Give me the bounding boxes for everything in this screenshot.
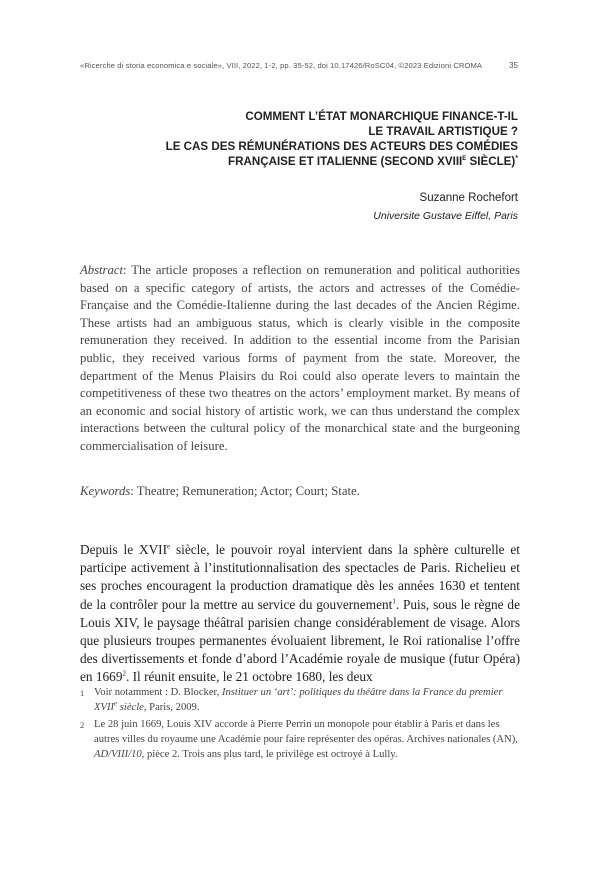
footnote-2-text: [94, 718, 520, 762]
running-head: «Ricerche di storia economica e sociale», VIII, 2022, 1-2, pp. 35-52, doi 10.17426/RoSC04, ©2023 Edizioni CROMA: [80, 61, 483, 70]
century-superscript: e: [167, 542, 171, 551]
footnote-1: [80, 686, 520, 716]
keywords-label: Keywords: [80, 484, 131, 498]
footnote-ref-1[interactable]: 1: [392, 597, 396, 606]
keywords: [80, 483, 520, 500]
footnote-2-archive-ref: AD/VIII/10: [94, 748, 142, 760]
footnote-1-book-title: Instituer un ‘art’: politiques du théâtre dans la France du premier XVII: [94, 687, 503, 713]
footnote-1-text: [94, 686, 520, 716]
footnote-1-book-title-end: siècle: [117, 701, 144, 713]
article-title: [78, 109, 518, 169]
author-name: Suzanne Rochefort: [419, 192, 518, 204]
footnote-1-superscript: e: [114, 699, 118, 708]
title-line-1: COMMENT L’ÉTAT MONARCHIQUE FINANCE-T-IL: [245, 110, 518, 123]
body-text-c: . Puis, sous le règne de Louis XIV, le paysage théâtral parisien change considérablement de visage. Alors que plusieurs troupes permanentes évoluaient librement, le Roi rationalise l’offre des divertissements et fonde d’abord l’Académie royale de musique (futur Opéra) en 1669: [80, 596, 520, 685]
footnote-ref-2[interactable]: 2: [122, 670, 126, 678]
title-line-2: LE TRAVAIL ARTISTIQUE ?: [368, 125, 518, 138]
keywords-text: : Theatre; Remuneration; Actor; Court; State.: [130, 484, 360, 498]
page-number: 35: [509, 61, 518, 70]
abstract-label: Abstract: [80, 263, 123, 277]
title-asterisk: *: [515, 155, 518, 163]
footnote-2-end: , pièce 2. Trois ans plus tard, le privilège est octroyé à Lully.: [141, 748, 398, 760]
title-line-3: LE CAS DES RÉMUNÉRATIONS DES ACTEURS DES COMÉDIES: [165, 140, 518, 153]
abstract: [80, 262, 520, 456]
abstract-text: : The article proposes a reflection on remuneration and political authorities based on a specific category of artists, the actors and actresses of the Comédie-Française and the Comédie-Italienne during the last decades of the Ancien Régime. These artists had an ambiguous status, which is clearly visible in the composite remuneration they received. In addition to the essential income from the Parisian public, they received various forms of payment from the state. Moreover, the department of the Menus Plaisirs du Roi could also operate levers to maintain the competitiveness of these two theatres on the actors’ employment market. By means of an economic and social history of artistic work, we can thus understand the complex interactions between the cultural policy of the monarchical state and the burgeoning commercialisation of leisure.: [80, 263, 520, 453]
author-affiliation: Universite Gustave Eiffel, Paris: [373, 210, 518, 222]
footnote-1-publication: , Paris, 2009.: [143, 701, 200, 713]
footnote-2-body: Le 28 juin 1669, Louis XIV accorde à Pierre Perrin un monopole pour établir à Paris et dans les autres villes du royaume une Académie pour faire représenter des opéras. Archives nationales (AN),: [94, 719, 518, 745]
body-text-a: Depuis le XVII: [80, 542, 168, 557]
body-text-d: . Il réunit ensuite, le 21 octobre 1680, les deux: [125, 669, 373, 685]
footnote-2-number: 2: [80, 720, 85, 730]
title-line-4-end: SIÈCLE): [466, 155, 516, 168]
title-century-superscript: E: [462, 156, 467, 163]
body-paragraph: [80, 541, 520, 687]
footnote-2: [80, 718, 520, 762]
title-line-4: [78, 154, 518, 169]
footnote-1-number: 1: [80, 688, 85, 698]
body-text-b: siècle, le pouvoir royal intervient dans la sphère culturelle et participe activement à l’institutionnalisation des spectacles de Paris. Richelieu et ses proches encouragent la production dramatique dès les années 1630 et tentent de la contrôler pour la mettre au service du gouvernement: [80, 542, 521, 612]
title-line-4-text: FRANÇAISE ET ITALIENNE (SECOND XVIII: [228, 155, 463, 168]
footnote-1-intro: Voir notamment : D. Blocker,: [94, 687, 222, 698]
